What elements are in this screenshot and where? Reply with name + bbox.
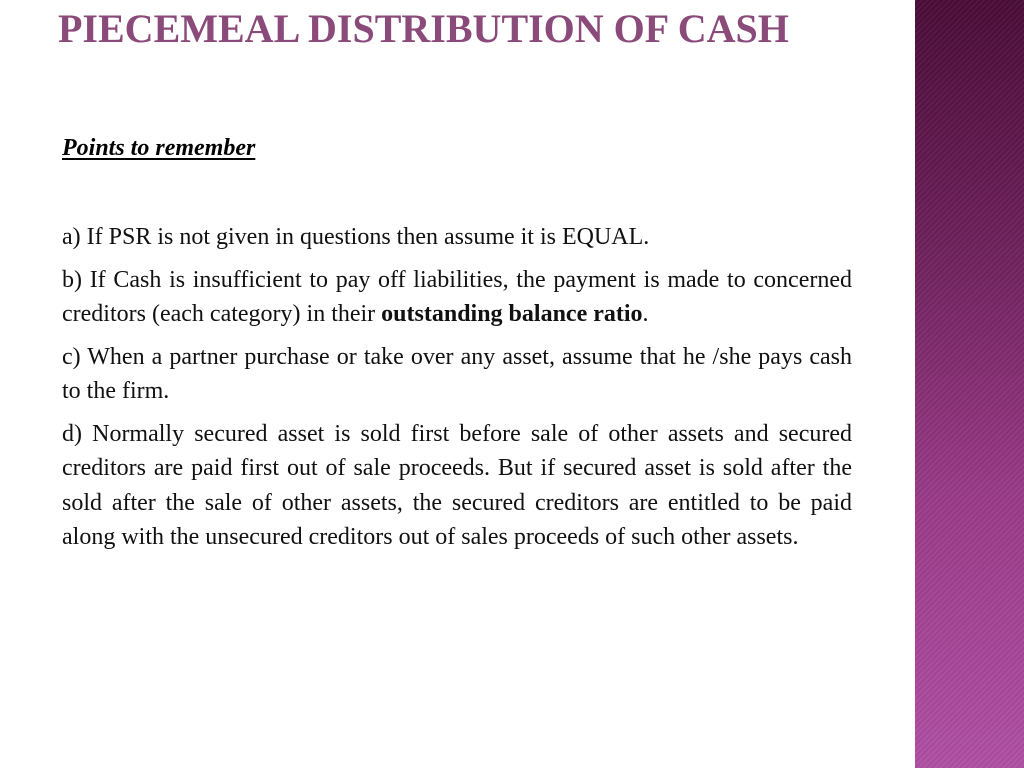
point-b [62, 263, 852, 332]
point-a [62, 220, 852, 255]
point-c-text: c) When a partner purchase or take over any asset, assume that he /she pays cash to the firm. [62, 343, 852, 404]
point-b-emphasis: outstanding balance ratio [381, 301, 643, 327]
point-b-text-end: . [642, 301, 649, 327]
point-b-text: b) If Cash is insufficient to pay off liabilities, the payment is made to concerned creditors (each category) in their [62, 266, 852, 327]
slide-title: PIECEMEAL DISTRIBUTION OF CASH [58, 6, 789, 51]
point-a-text: a) If PSR is not given in questions then assume it is EQUAL. [62, 224, 650, 250]
point-c [62, 340, 852, 409]
point-d-text: d) Normally secured asset is sold first before sale of other assets and secured creditors are paid first out of sale proceeds. But if secured asset is sold after the sold after the sale of other assets, the secured creditors are entitled to be paid along with the unsecured creditors out of sales proceeds of such other assets. [62, 420, 852, 550]
decorative-side-bar [913, 0, 1024, 768]
point-d [62, 417, 852, 555]
points-list [62, 220, 852, 563]
points-subheading: Points to remember [62, 135, 256, 161]
side-bar-texture [915, 0, 1024, 768]
